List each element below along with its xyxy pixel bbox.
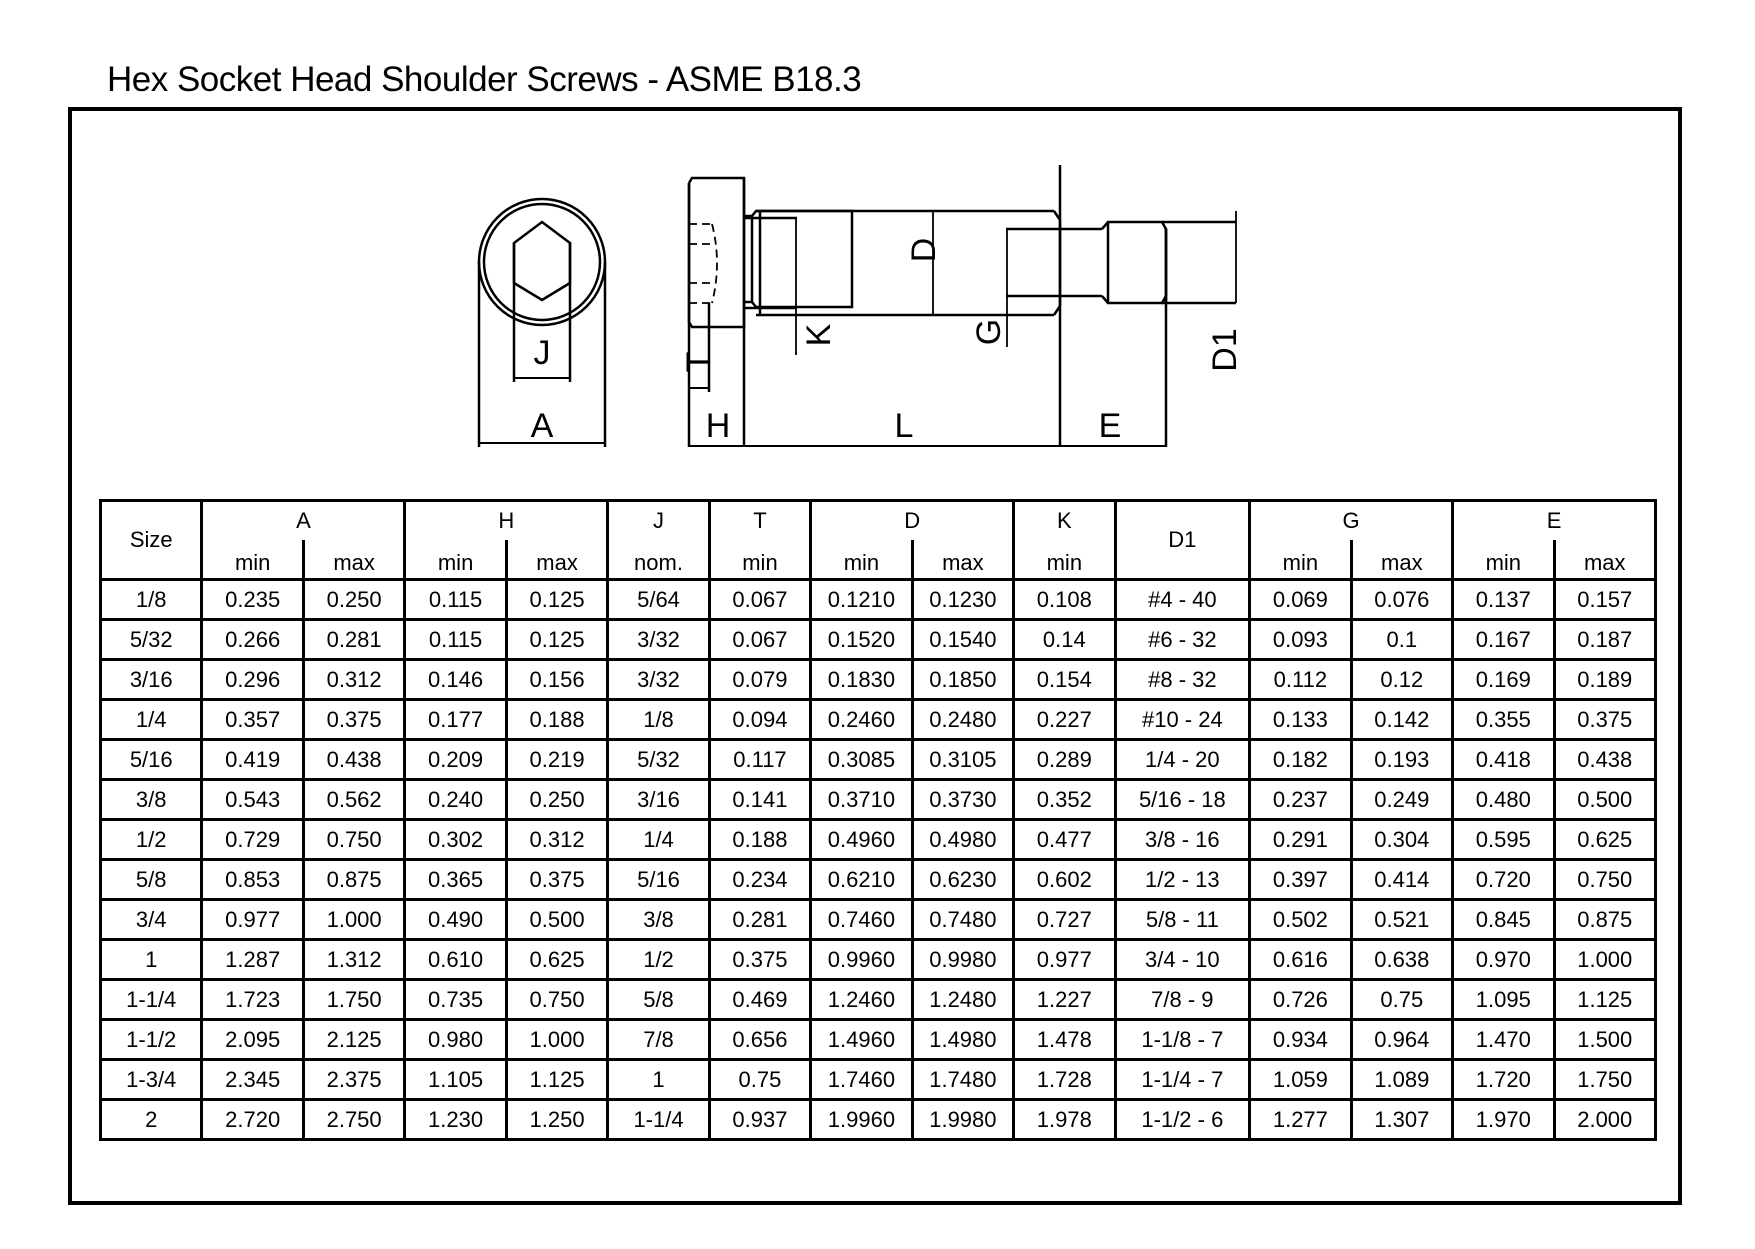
cell-e-min: 0.169 xyxy=(1453,660,1554,700)
cell-h-max: 0.188 xyxy=(506,700,607,740)
label-K: K xyxy=(800,323,838,347)
cell-size: 1-1/4 xyxy=(101,980,202,1020)
cell-size: 1-1/2 xyxy=(101,1020,202,1060)
cell-g-max: 0.249 xyxy=(1351,780,1452,820)
cell-h-max: 0.500 xyxy=(506,900,607,940)
cell-a-min: 2.345 xyxy=(202,1060,303,1100)
cell-g-max: 0.521 xyxy=(1351,900,1452,940)
cell-size: 3/16 xyxy=(101,660,202,700)
cell-e-min: 1.470 xyxy=(1453,1020,1554,1060)
cell-e-max: 0.187 xyxy=(1554,620,1655,660)
cell-e-min: 0.595 xyxy=(1453,820,1554,860)
cell-e-min: 0.167 xyxy=(1453,620,1554,660)
screw-diagram xyxy=(460,165,1260,465)
cell-a-min: 0.235 xyxy=(202,580,303,620)
cell-j-nom: 1/2 xyxy=(608,940,709,980)
cell-e-max: 1.750 xyxy=(1554,1060,1655,1100)
cell-j-nom: 1/4 xyxy=(608,820,709,860)
cell-j-nom: 3/32 xyxy=(608,660,709,700)
cell-d-max: 1.7480 xyxy=(912,1060,1013,1100)
cell-d-min: 0.1520 xyxy=(811,620,912,660)
cell-d-min: 1.7460 xyxy=(811,1060,912,1100)
cell-k-min: 0.477 xyxy=(1014,820,1115,860)
table-row xyxy=(101,740,1656,780)
cell-g-max: 0.1 xyxy=(1351,620,1452,660)
cell-size: 3/4 xyxy=(101,900,202,940)
table-row xyxy=(101,780,1656,820)
cell-g-min: 0.069 xyxy=(1250,580,1351,620)
header-D1: D1 xyxy=(1115,501,1250,580)
cell-j-nom: 5/16 xyxy=(608,860,709,900)
cell-t-min: 0.067 xyxy=(709,580,810,620)
cell-e-min: 0.355 xyxy=(1453,700,1554,740)
cell-d1: 1-1/8 - 7 xyxy=(1115,1020,1250,1060)
cell-k-min: 1.978 xyxy=(1014,1100,1115,1140)
subheader-K-min: min xyxy=(1014,540,1115,580)
cell-e-min: 0.720 xyxy=(1453,860,1554,900)
header-A: A xyxy=(202,501,405,541)
cell-d-max: 1.9980 xyxy=(912,1100,1013,1140)
cell-d-min: 0.6210 xyxy=(811,860,912,900)
cell-a-max: 0.562 xyxy=(303,780,404,820)
cell-g-min: 1.277 xyxy=(1250,1100,1351,1140)
cell-size: 5/8 xyxy=(101,860,202,900)
cell-d-max: 0.1540 xyxy=(912,620,1013,660)
cell-h-max: 0.312 xyxy=(506,820,607,860)
cell-d-min: 0.2460 xyxy=(811,700,912,740)
header-H: H xyxy=(405,501,608,541)
cell-h-min: 0.365 xyxy=(405,860,506,900)
cell-e-max: 1.000 xyxy=(1554,940,1655,980)
cell-e-max: 0.189 xyxy=(1554,660,1655,700)
cell-a-max: 0.375 xyxy=(303,700,404,740)
cell-d-max: 0.1230 xyxy=(912,580,1013,620)
cell-h-max: 1.000 xyxy=(506,1020,607,1060)
table-row xyxy=(101,620,1656,660)
table-row xyxy=(101,820,1656,860)
cell-d-min: 0.3085 xyxy=(811,740,912,780)
header-T: T xyxy=(709,501,810,541)
cell-t-min: 0.75 xyxy=(709,1060,810,1100)
header-size: Size xyxy=(101,501,202,580)
cell-h-max: 0.156 xyxy=(506,660,607,700)
cell-j-nom: 1 xyxy=(608,1060,709,1100)
subheader-D-max: max xyxy=(912,540,1013,580)
table-row xyxy=(101,980,1656,1020)
cell-k-min: 0.14 xyxy=(1014,620,1115,660)
subheader-D-min: min xyxy=(811,540,912,580)
cell-h-max: 1.125 xyxy=(506,1060,607,1100)
table-row xyxy=(101,900,1656,940)
cell-d1: 3/8 - 16 xyxy=(1115,820,1250,860)
cell-g-min: 0.397 xyxy=(1250,860,1351,900)
cell-d-min: 0.3710 xyxy=(811,780,912,820)
cell-g-min: 0.291 xyxy=(1250,820,1351,860)
cell-d-max: 0.1850 xyxy=(912,660,1013,700)
cell-d1: 1-1/2 - 6 xyxy=(1115,1100,1250,1140)
label-G: G xyxy=(970,318,1008,346)
table-row xyxy=(101,700,1656,740)
cell-g-min: 0.237 xyxy=(1250,780,1351,820)
cell-g-max: 0.142 xyxy=(1351,700,1452,740)
cell-d1: 5/8 - 11 xyxy=(1115,900,1250,940)
cell-g-max: 1.089 xyxy=(1351,1060,1452,1100)
cell-g-max: 0.076 xyxy=(1351,580,1452,620)
subheader-H-max: max xyxy=(506,540,607,580)
cell-k-min: 0.602 xyxy=(1014,860,1115,900)
cell-size: 2 xyxy=(101,1100,202,1140)
cell-e-max: 2.000 xyxy=(1554,1100,1655,1140)
label-J: J xyxy=(533,334,551,372)
table-row xyxy=(101,1020,1656,1060)
cell-a-max: 2.750 xyxy=(303,1100,404,1140)
cell-size: 1/2 xyxy=(101,820,202,860)
cell-h-min: 0.177 xyxy=(405,700,506,740)
cell-t-min: 0.117 xyxy=(709,740,810,780)
label-A: A xyxy=(530,407,554,445)
cell-e-min: 0.480 xyxy=(1453,780,1554,820)
cell-size: 5/16 xyxy=(101,740,202,780)
cell-d1: 1/4 - 20 xyxy=(1115,740,1250,780)
cell-g-min: 0.093 xyxy=(1250,620,1351,660)
cell-a-min: 1.723 xyxy=(202,980,303,1020)
cell-h-max: 0.125 xyxy=(506,620,607,660)
subheader-E-min: min xyxy=(1453,540,1554,580)
cell-a-min: 0.357 xyxy=(202,700,303,740)
cell-h-max: 0.625 xyxy=(506,940,607,980)
cell-h-min: 0.980 xyxy=(405,1020,506,1060)
label-D1: D1 xyxy=(1206,328,1244,372)
cell-e-max: 0.157 xyxy=(1554,580,1655,620)
cell-g-max: 1.307 xyxy=(1351,1100,1452,1140)
cell-j-nom: 1-1/4 xyxy=(608,1100,709,1140)
cell-size: 5/32 xyxy=(101,620,202,660)
cell-e-max: 0.375 xyxy=(1554,700,1655,740)
cell-h-min: 0.610 xyxy=(405,940,506,980)
cell-a-min: 0.296 xyxy=(202,660,303,700)
cell-e-max: 0.875 xyxy=(1554,900,1655,940)
cell-d-min: 0.7460 xyxy=(811,900,912,940)
subheader-H-min: min xyxy=(405,540,506,580)
cell-d-max: 0.6230 xyxy=(912,860,1013,900)
dimensions-table xyxy=(99,499,1657,1141)
cell-h-min: 0.146 xyxy=(405,660,506,700)
cell-k-min: 0.154 xyxy=(1014,660,1115,700)
cell-d-max: 0.2480 xyxy=(912,700,1013,740)
cell-d-min: 1.2460 xyxy=(811,980,912,1020)
cell-e-min: 0.418 xyxy=(1453,740,1554,780)
cell-j-nom: 3/32 xyxy=(608,620,709,660)
cell-t-min: 0.067 xyxy=(709,620,810,660)
cell-a-max: 0.438 xyxy=(303,740,404,780)
cell-d-max: 0.3730 xyxy=(912,780,1013,820)
cell-d1: 7/8 - 9 xyxy=(1115,980,1250,1020)
table-row xyxy=(101,860,1656,900)
subheader-J-nom: nom. xyxy=(608,540,709,580)
cell-d-max: 0.7480 xyxy=(912,900,1013,940)
cell-h-max: 0.125 xyxy=(506,580,607,620)
table-row xyxy=(101,940,1656,980)
cell-a-min: 0.977 xyxy=(202,900,303,940)
cell-h-min: 0.209 xyxy=(405,740,506,780)
cell-d-min: 0.9960 xyxy=(811,940,912,980)
cell-t-min: 0.079 xyxy=(709,660,810,700)
cell-t-min: 0.094 xyxy=(709,700,810,740)
cell-t-min: 0.375 xyxy=(709,940,810,980)
cell-d1: #6 - 32 xyxy=(1115,620,1250,660)
subheader-A-max: max xyxy=(303,540,404,580)
cell-e-min: 0.970 xyxy=(1453,940,1554,980)
cell-g-min: 0.934 xyxy=(1250,1020,1351,1060)
cell-a-max: 2.375 xyxy=(303,1060,404,1100)
cell-a-min: 0.853 xyxy=(202,860,303,900)
cell-e-max: 0.625 xyxy=(1554,820,1655,860)
cell-j-nom: 5/8 xyxy=(608,980,709,1020)
cell-h-max: 0.750 xyxy=(506,980,607,1020)
cell-d-max: 1.4980 xyxy=(912,1020,1013,1060)
cell-d1: #8 - 32 xyxy=(1115,660,1250,700)
cell-g-min: 0.616 xyxy=(1250,940,1351,980)
cell-a-max: 1.312 xyxy=(303,940,404,980)
cell-g-min: 0.502 xyxy=(1250,900,1351,940)
cell-k-min: 1.227 xyxy=(1014,980,1115,1020)
cell-t-min: 0.469 xyxy=(709,980,810,1020)
cell-a-max: 0.750 xyxy=(303,820,404,860)
cell-g-min: 0.182 xyxy=(1250,740,1351,780)
cell-size: 1/4 xyxy=(101,700,202,740)
cell-k-min: 0.108 xyxy=(1014,580,1115,620)
cell-g-min: 0.133 xyxy=(1250,700,1351,740)
table-row xyxy=(101,660,1656,700)
cell-e-max: 0.438 xyxy=(1554,740,1655,780)
cell-d-max: 0.3105 xyxy=(912,740,1013,780)
cell-d1: 3/4 - 10 xyxy=(1115,940,1250,980)
cell-k-min: 0.289 xyxy=(1014,740,1115,780)
cell-g-min: 0.726 xyxy=(1250,980,1351,1020)
cell-h-max: 0.219 xyxy=(506,740,607,780)
cell-size: 1-3/4 xyxy=(101,1060,202,1100)
cell-g-max: 0.12 xyxy=(1351,660,1452,700)
header-J: J xyxy=(608,501,709,541)
page-title: Hex Socket Head Shoulder Screws - ASME B18.3 xyxy=(107,60,862,99)
cell-t-min: 0.234 xyxy=(709,860,810,900)
cell-g-min: 0.112 xyxy=(1250,660,1351,700)
cell-h-min: 0.735 xyxy=(405,980,506,1020)
cell-h-min: 0.240 xyxy=(405,780,506,820)
cell-e-max: 1.500 xyxy=(1554,1020,1655,1060)
cell-g-max: 0.414 xyxy=(1351,860,1452,900)
cell-size: 3/8 xyxy=(101,780,202,820)
cell-j-nom: 5/32 xyxy=(608,740,709,780)
subheader-A-min: min xyxy=(202,540,303,580)
cell-a-max: 1.000 xyxy=(303,900,404,940)
cell-h-min: 1.105 xyxy=(405,1060,506,1100)
cell-a-max: 1.750 xyxy=(303,980,404,1020)
label-E: E xyxy=(1098,407,1122,445)
cell-size: 1/8 xyxy=(101,580,202,620)
cell-h-min: 0.115 xyxy=(405,580,506,620)
cell-j-nom: 3/8 xyxy=(608,900,709,940)
header-K: K xyxy=(1014,501,1115,541)
cell-d-max: 0.9980 xyxy=(912,940,1013,980)
cell-h-min: 1.230 xyxy=(405,1100,506,1140)
cell-j-nom: 7/8 xyxy=(608,1020,709,1060)
cell-d-max: 1.2480 xyxy=(912,980,1013,1020)
cell-d-min: 0.1830 xyxy=(811,660,912,700)
label-L: L xyxy=(894,407,914,445)
cell-d1: #4 - 40 xyxy=(1115,580,1250,620)
cell-a-max: 0.250 xyxy=(303,580,404,620)
cell-a-max: 0.875 xyxy=(303,860,404,900)
cell-g-max: 0.75 xyxy=(1351,980,1452,1020)
cell-j-nom: 5/64 xyxy=(608,580,709,620)
cell-size: 1 xyxy=(101,940,202,980)
cell-h-max: 0.375 xyxy=(506,860,607,900)
header-D: D xyxy=(811,501,1014,541)
cell-a-min: 0.543 xyxy=(202,780,303,820)
cell-a-min: 1.287 xyxy=(202,940,303,980)
subheader-G-min: min xyxy=(1250,540,1351,580)
cell-a-max: 2.125 xyxy=(303,1020,404,1060)
cell-a-max: 0.312 xyxy=(303,660,404,700)
cell-h-min: 0.115 xyxy=(405,620,506,660)
label-H: H xyxy=(705,407,731,445)
cell-e-min: 1.095 xyxy=(1453,980,1554,1020)
label-T: T xyxy=(680,351,718,373)
cell-h-max: 1.250 xyxy=(506,1100,607,1140)
cell-k-min: 0.727 xyxy=(1014,900,1115,940)
header-G: G xyxy=(1250,501,1453,541)
cell-g-max: 0.638 xyxy=(1351,940,1452,980)
cell-g-max: 0.193 xyxy=(1351,740,1452,780)
cell-g-max: 0.964 xyxy=(1351,1020,1452,1060)
cell-d-max: 0.4980 xyxy=(912,820,1013,860)
screw-side-view xyxy=(689,165,1236,447)
cell-e-max: 1.125 xyxy=(1554,980,1655,1020)
cell-g-min: 1.059 xyxy=(1250,1060,1351,1100)
label-D: D xyxy=(905,237,943,263)
cell-k-min: 1.478 xyxy=(1014,1020,1115,1060)
cell-k-min: 0.352 xyxy=(1014,780,1115,820)
cell-t-min: 0.937 xyxy=(709,1100,810,1140)
cell-t-min: 0.141 xyxy=(709,780,810,820)
table-row xyxy=(101,580,1656,620)
cell-a-min: 2.095 xyxy=(202,1020,303,1060)
cell-t-min: 0.281 xyxy=(709,900,810,940)
cell-e-min: 0.137 xyxy=(1453,580,1554,620)
cell-d-min: 0.4960 xyxy=(811,820,912,860)
cell-a-min: 0.729 xyxy=(202,820,303,860)
cell-d1: #10 - 24 xyxy=(1115,700,1250,740)
cell-j-nom: 3/16 xyxy=(608,780,709,820)
subheader-G-max: max xyxy=(1351,540,1452,580)
table-row xyxy=(101,1060,1656,1100)
subheader-T-min: min xyxy=(709,540,810,580)
cell-d-min: 1.9960 xyxy=(811,1100,912,1140)
table-row xyxy=(101,1100,1656,1140)
cell-a-max: 0.281 xyxy=(303,620,404,660)
cell-d-min: 0.1210 xyxy=(811,580,912,620)
cell-d1: 5/16 - 18 xyxy=(1115,780,1250,820)
cell-k-min: 1.728 xyxy=(1014,1060,1115,1100)
table-body xyxy=(101,580,1656,1140)
cell-t-min: 0.656 xyxy=(709,1020,810,1060)
subheader-E-max: max xyxy=(1554,540,1655,580)
cell-e-max: 0.750 xyxy=(1554,860,1655,900)
header-E: E xyxy=(1453,501,1656,541)
cell-k-min: 0.977 xyxy=(1014,940,1115,980)
cell-e-min: 1.720 xyxy=(1453,1060,1554,1100)
cell-a-min: 0.419 xyxy=(202,740,303,780)
cell-k-min: 0.227 xyxy=(1014,700,1115,740)
cell-d-min: 1.4960 xyxy=(811,1020,912,1060)
cell-d1: 1/2 - 13 xyxy=(1115,860,1250,900)
cell-e-min: 1.970 xyxy=(1453,1100,1554,1140)
cell-j-nom: 1/8 xyxy=(608,700,709,740)
cell-h-min: 0.490 xyxy=(405,900,506,940)
cell-t-min: 0.188 xyxy=(709,820,810,860)
cell-g-max: 0.304 xyxy=(1351,820,1452,860)
cell-a-min: 0.266 xyxy=(202,620,303,660)
cell-a-min: 2.720 xyxy=(202,1100,303,1140)
cell-e-min: 0.845 xyxy=(1453,900,1554,940)
cell-e-max: 0.500 xyxy=(1554,780,1655,820)
cell-d1: 1-1/4 - 7 xyxy=(1115,1060,1250,1100)
cell-h-min: 0.302 xyxy=(405,820,506,860)
cell-h-max: 0.250 xyxy=(506,780,607,820)
